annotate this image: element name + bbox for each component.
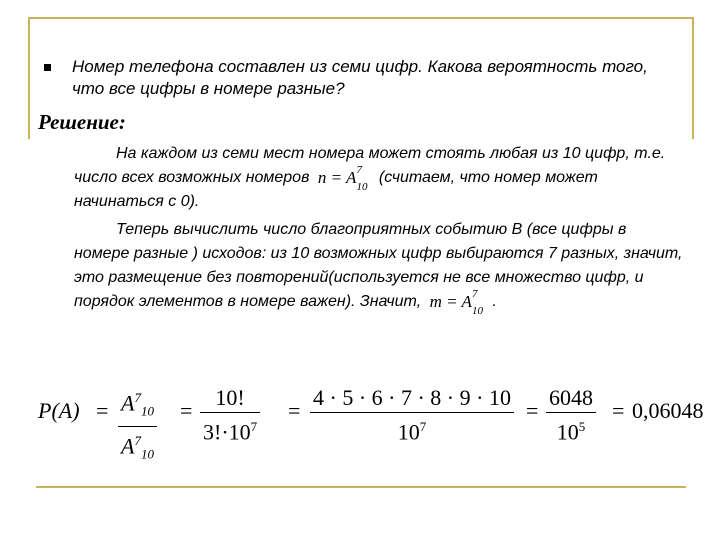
formula-eq-2: = <box>180 398 193 423</box>
formula-m-sup: 7 <box>471 288 478 300</box>
formula-eq-1: = <box>96 398 109 423</box>
f3-den-sup: 7 <box>419 419 427 434</box>
f1-num-sub: 10 <box>140 403 154 419</box>
paragraph-2 <box>74 218 684 317</box>
f1-den-sub: 10 <box>140 446 154 462</box>
f2-den-sup: 7 <box>250 419 258 434</box>
fraction-3 <box>310 384 514 446</box>
formula-eq-4: = <box>526 398 539 423</box>
formula-eq-5: = <box>612 398 625 423</box>
formula-n-sup: 7 <box>356 164 362 176</box>
paragraph-1-text-end: (считаем, что номер может начинаться с 0). <box>74 169 598 211</box>
f4-den: 10 <box>556 419 579 445</box>
formula-m-text: m = A <box>429 292 472 311</box>
f1-num-sup: 7 <box>134 390 141 405</box>
f3-num: 4 · 5 · 6 · 7 · 8 · 9 · 10 <box>310 384 514 413</box>
frame-top-line <box>28 17 694 19</box>
paragraph-2-text-end: . <box>492 293 497 311</box>
f2-num: 10! <box>200 384 260 413</box>
probability-formula <box>38 384 704 462</box>
formula-m <box>429 288 483 317</box>
formula-n-text: n = A <box>317 168 357 187</box>
f2-den: 3!·10 <box>203 419 251 445</box>
paragraph-2-text: Теперь вычислить число благоприятных событию В (все цифры в номере разные ) исходов: из 10 возможных цифр выбираются 7 разных, значит, это размещение без повторений(используется не все множество цифр, и порядок элементов в номере важен). Значит, <box>74 221 683 311</box>
fraction-2 <box>200 384 260 446</box>
paragraph-1-text: На каждом из семи мест номера может стоять любая из 10 цифр, т.е. число всех возможных номеров <box>74 145 666 187</box>
fraction-4 <box>546 384 596 446</box>
formula-eq-3: = <box>288 398 301 423</box>
formula-m-sub: 10 <box>471 305 483 317</box>
solution-heading: Решение: <box>38 110 126 134</box>
formula-result: 0,06048 <box>632 398 704 423</box>
f1-den-sup: 7 <box>134 432 141 448</box>
f3-den: 10 <box>397 419 420 445</box>
fraction-1 <box>118 384 157 468</box>
f4-den-sup: 5 <box>578 419 586 434</box>
f1-den: A <box>121 433 135 459</box>
frame-left-line <box>28 17 30 139</box>
f1-num: A <box>121 390 135 416</box>
frame-bottom-line <box>36 486 686 488</box>
bullet-square-icon <box>44 64 51 71</box>
problem-question: Номер телефона составлен из семи цифр. Какова вероятность того, что все цифры в номере разные? <box>72 57 648 98</box>
formula-lhs: P(A) <box>38 398 80 423</box>
paragraph-1 <box>74 142 684 214</box>
frame-right-line <box>692 17 694 139</box>
formula-n-sub: 10 <box>356 181 368 193</box>
formula-n <box>317 164 368 193</box>
f4-num: 6048 <box>546 384 596 413</box>
